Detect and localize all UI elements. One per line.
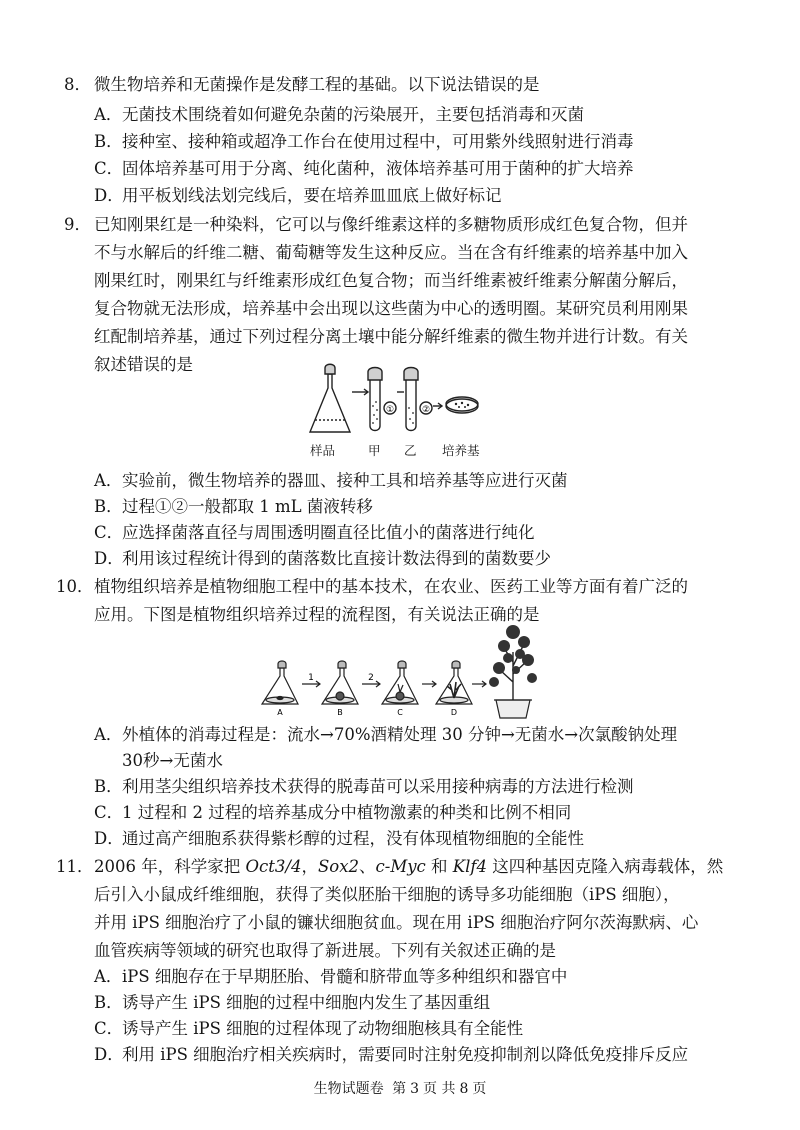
isolation-diagram bbox=[300, 362, 500, 442]
gene-oct34: Oct3/4 bbox=[245, 857, 302, 876]
question-stem-line: 血管疾病等领域的研究也取得了新进展。下列有关叙述正确的是 bbox=[94, 941, 556, 960]
option-a-continuation: 30秒→无菌水 bbox=[122, 751, 223, 770]
question-stem-line: 后引入小鼠成纤维细胞，获得了类似胚胎干细胞的诱导多功能细胞（iPS 细胞）， bbox=[94, 885, 680, 904]
option-a[interactable]: A．实验前，微生物培养的器皿、接种工具和培养基等应进行灭菌 bbox=[94, 471, 568, 490]
gene-sox2: Sox2 bbox=[317, 857, 359, 876]
question-stem-line: 植物组织培养是植物细胞工程中的基本技术，在农业、医药工业等方面有着广泛的 bbox=[94, 577, 688, 596]
footer-total-pages: 8 bbox=[459, 1081, 469, 1097]
question-number: 9． bbox=[64, 215, 91, 234]
question-stem-line: 刚果红时，刚果红与纤维素形成红色复合物；而当纤维素被纤维素分解菌分解后， bbox=[94, 271, 688, 290]
flask-d-label: D bbox=[450, 708, 458, 717]
label-sample: 样品 bbox=[310, 443, 336, 458]
flask-b-label: B bbox=[337, 708, 343, 717]
question-stem-line: 应用。下图是植物组织培养过程的流程图，有关说法正确的是 bbox=[94, 605, 540, 624]
isolation-process-figure bbox=[300, 362, 500, 462]
step-1-label: 1 bbox=[308, 673, 314, 683]
option-c[interactable]: C．固体培养基可用于分离、纯化菌种，液体培养基可用于菌种的扩大培养 bbox=[94, 159, 634, 178]
flask-a-label: A bbox=[277, 708, 283, 717]
question-stem-line: 并用 iPS 细胞治疗了小鼠的镰状细胞贫血。现在用 iPS 细胞治疗阿尔茨海默病、心 bbox=[94, 913, 699, 932]
label-medium: 培养基 bbox=[442, 443, 480, 458]
question-number: 11． bbox=[56, 857, 94, 876]
option-c[interactable]: C．1 过程和 2 过程的培养基成分中植物激素的种类和比例不相同 bbox=[94, 803, 572, 822]
step-2-label: 2 bbox=[368, 673, 374, 683]
question-number: 8． bbox=[64, 75, 91, 94]
sample-flask-icon bbox=[310, 374, 350, 432]
question-number: 10． bbox=[56, 577, 94, 596]
tube-jia-icon bbox=[370, 380, 380, 431]
flask-c-label: C bbox=[397, 708, 403, 717]
option-c[interactable]: C．诱导产生 iPS 细胞的过程体现了动物细胞核具有全能性 bbox=[94, 1019, 524, 1038]
question-stem-line: 已知刚果红是一种染料，它可以与像纤维素这样的多糖物质形成红色复合物，但并 bbox=[94, 215, 688, 234]
question-stem-line: 叙述错误的是 bbox=[94, 355, 193, 374]
question-stem-line: 不与水解后的纤维二糖、葡萄糖等发生这种反应。当在含有纤维素的培养基中加入 bbox=[94, 243, 688, 262]
gene-cmyc: c-Myc bbox=[375, 857, 426, 876]
page-footer: 生物试题卷 第 3 页 共 8 页 bbox=[313, 1081, 487, 1097]
option-b[interactable]: B．利用茎尖组织培养技术获得的脱毒苗可以采用接种病毒的方法进行检测 bbox=[94, 777, 634, 796]
label-jia: 甲 bbox=[368, 443, 381, 458]
footer-page-number: 3 bbox=[410, 1081, 419, 1097]
option-d[interactable]: D．用平板划线法划完线后，要在培养皿皿底上做好标记 bbox=[94, 186, 502, 205]
potted-plant-icon bbox=[496, 700, 530, 718]
tube-yi-icon bbox=[406, 380, 416, 431]
label-yi: 乙 bbox=[404, 443, 417, 458]
question-stem-line: 红配制培养基，通过下列过程分离土壤中能分解纤维素的微生物并进行计数。有关 bbox=[94, 327, 688, 346]
option-a[interactable]: A．iPS 细胞存在于早期胚胎、骨髓和脐带血等多种组织和器官中 bbox=[94, 967, 568, 986]
tissue-culture-figure bbox=[258, 622, 548, 720]
option-b[interactable]: B．接种室、接种箱或超净工作台在使用过程中，可用紫外线照射进行消毒 bbox=[94, 132, 634, 151]
gene-klf4: Klf4 bbox=[452, 857, 487, 876]
option-c[interactable]: C．应选择菌落直径与周围透明圈直径比值小的菌落进行纯化 bbox=[94, 523, 535, 542]
question-stem-line: 复合物就无法形成，培养基中会出现以这些菌为中心的透明圈。某研究员利用刚果 bbox=[94, 299, 688, 318]
question-stem: 微生物培养和无菌操作是发酵工程的基础。以下说法错误的是 bbox=[94, 75, 540, 94]
footer-subject: 生物试题卷 bbox=[313, 1081, 384, 1097]
question-stem-line: 2006 年，科学家把 Oct3/4，Sox2、c-Myc 和 Klf4 这四种基因克隆入病毒载体，然 bbox=[94, 857, 724, 876]
step-2-label: ② bbox=[421, 405, 431, 415]
option-b[interactable]: B．诱导产生 iPS 细胞的过程中细胞内发生了基因重组 bbox=[94, 993, 491, 1012]
option-b[interactable]: B．过程①②一般都取 1 mL 菌液转移 bbox=[94, 497, 373, 516]
option-d[interactable]: D．利用 iPS 细胞治疗相关疾病时，需要同时注射免疫抑制剂以降低免疫排斥反应 bbox=[94, 1045, 689, 1064]
option-a[interactable]: A．无菌技术围绕着如何避免杂菌的污染展开，主要包括消毒和灭菌 bbox=[94, 105, 584, 124]
option-a[interactable]: A．外植体的消毒过程是：流水→70%酒精处理 30 分钟→无菌水→次氯酸钠处理 bbox=[94, 725, 678, 744]
option-d[interactable]: D．利用该过程统计得到的菌落数比直接计数法得到的菌数要少 bbox=[94, 549, 551, 568]
step-1-label: ① bbox=[385, 405, 395, 415]
option-d[interactable]: D．通过高产细胞系获得紫杉醇的过程，没有体现植物细胞的全能性 bbox=[94, 829, 584, 848]
